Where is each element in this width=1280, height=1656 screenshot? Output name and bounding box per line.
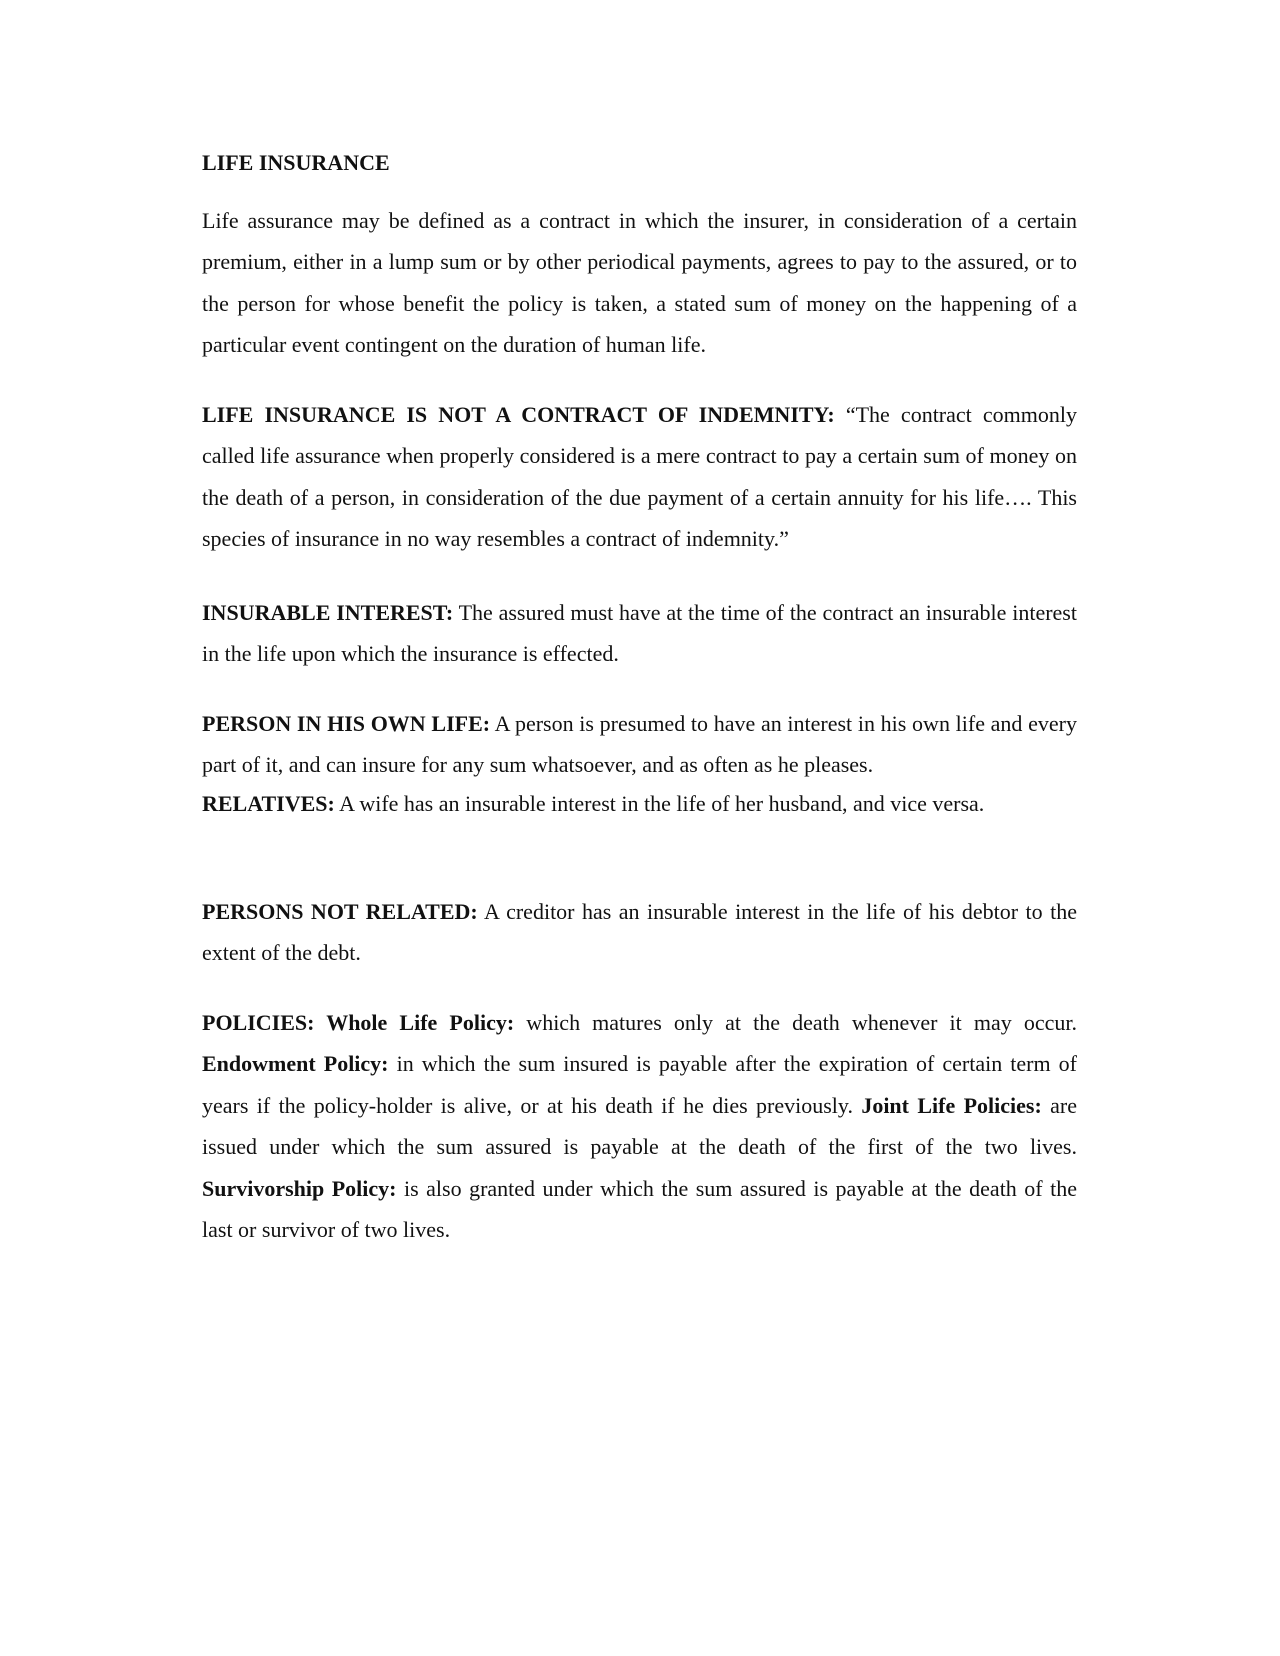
relatives-paragraph: RELATIVES: A wife has an insurable interest in the life of her husband, and vice versa. xyxy=(202,790,985,816)
section-heading: PERSON IN HIS OWN LIFE: xyxy=(202,710,491,736)
policies-paragraph: POLICIES: Whole Life Policy: which matures only at the death whenever it may occur. Endowment Policy: in which the sum insured is payable after the expiration of certain term of years if the policy-holder is alive, or at his death if he dies previously. Joint Life Policies: are issued under which the sum assured is payable at the death of the first of the two lives. Survivorship Policy: is also granted under which the sum assured is payable at the death of the last or survivor of two lives. xyxy=(202,1009,1077,1242)
policy-name: Whole Life Policy: xyxy=(314,1009,515,1035)
section-heading: LIFE INSURANCE IS NOT A CONTRACT OF INDEMNITY: xyxy=(202,401,835,427)
policy-name: Joint Life Policies: xyxy=(861,1092,1042,1118)
document-title: LIFE INSURANCE xyxy=(202,150,390,175)
section-heading: RELATIVES: xyxy=(202,790,335,816)
policy-name: Survivorship Policy: xyxy=(202,1175,397,1201)
insurable-interest-paragraph: INSURABLE INTEREST: The assured must have at the time of the contract an insurable interest in the life upon which the insurance is effected. xyxy=(202,599,1077,666)
definition-paragraph: Life assurance may be defined as a contract in which the insurer, in consideration of a certain premium, either in a lump sum or by other periodical payments, agrees to pay to the assured, or to the person for whose benefit the policy is taken, a stated sum of money on the happening of a particular event contingent on the duration of human life. xyxy=(202,207,1077,357)
own-life-paragraph: PERSON IN HIS OWN LIFE: A person is presumed to have an interest in his own life and every part of it, and can insure for any sum whatsoever, and as often as he pleases. xyxy=(202,710,1077,777)
document-page xyxy=(202,142,1077,1251)
policies-heading: POLICIES: xyxy=(202,1009,315,1035)
indemnity-paragraph: LIFE INSURANCE IS NOT A CONTRACT OF INDEMNITY: “The contract commonly called life assurance when properly considered is a mere contract to pay a certain sum of money on the death of a person, in consideration of the due payment of a certain annuity for his life…. This species of insurance in no way resembles a contract of indemnity.” xyxy=(202,401,1077,551)
policy-name: Endowment Policy: xyxy=(202,1051,389,1076)
section-heading: INSURABLE INTEREST: xyxy=(202,599,454,625)
persons-not-related-paragraph: PERSONS NOT RELATED: A creditor has an insurable interest in the life of his debtor to the extent of the debt. xyxy=(202,898,1077,965)
section-heading: PERSONS NOT RELATED: xyxy=(202,898,478,924)
